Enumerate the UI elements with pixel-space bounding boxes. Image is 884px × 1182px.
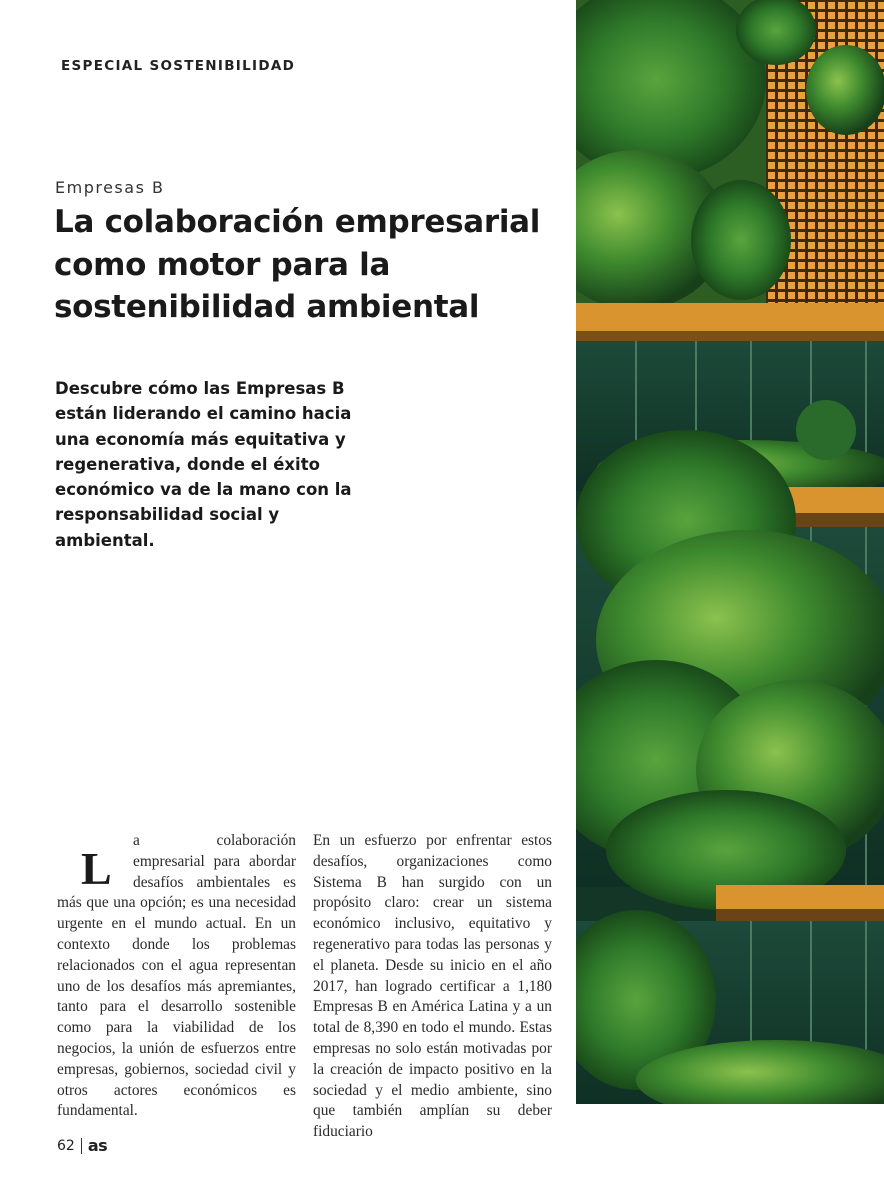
- page-footer: [57, 1136, 107, 1155]
- column-1-text: a colaboración empresarial para abordar desafíos ambientales es más que una opción; es una necesidad urgente en el mundo actual. En un contexto donde los problemas relacionados con el agua representan uno de los desafíos más apremiantes, tanto para el desarrollo sostenible como para la viabilidad de los negocios, la unión de esfuerzos entre empresas, gobiernos, sociedad civil y otros actores económicos es fundamental.: [57, 832, 296, 1120]
- section-tag: ESPECIAL SOSTENIBILIDAD: [61, 58, 296, 74]
- drop-cap: L: [81, 843, 112, 894]
- hero-image: [576, 0, 884, 1104]
- article-kicker: Empresas B: [55, 178, 165, 197]
- body-column-2: En un esfuerzo por enfrentar estos desafíos, organizaciones como Sistema B han surgido con un propósito claro: crear un sistema económico inclusivo, equitativo y regenerativo para todas las personas y el planeta. Desde su inicio en el año 2017, han logrado certificar a 1,180 Empresas B en América Latina y a un total de 8,390 en todo el mundo. Estas empresas no solo están motivadas por la creación de impacto positivo en la sociedad y el medio ambiente, sino que también amplían su deber fiduciario: [313, 832, 552, 1141]
- article-deck: Descubre cómo las Empresas B están liderando el camino hacia una economía más equitativa y regenerativa, donde el éxito económico va de la mano con la responsabilidad social y ambiental.: [55, 379, 352, 550]
- footer-separator: [81, 1138, 82, 1154]
- page-number: 62: [57, 1137, 75, 1154]
- magazine-logo: as: [87, 1136, 108, 1155]
- article-title: La colaboración empresarial como motor para la sostenibilidad ambiental: [54, 204, 541, 325]
- body-column-1: [57, 831, 296, 1122]
